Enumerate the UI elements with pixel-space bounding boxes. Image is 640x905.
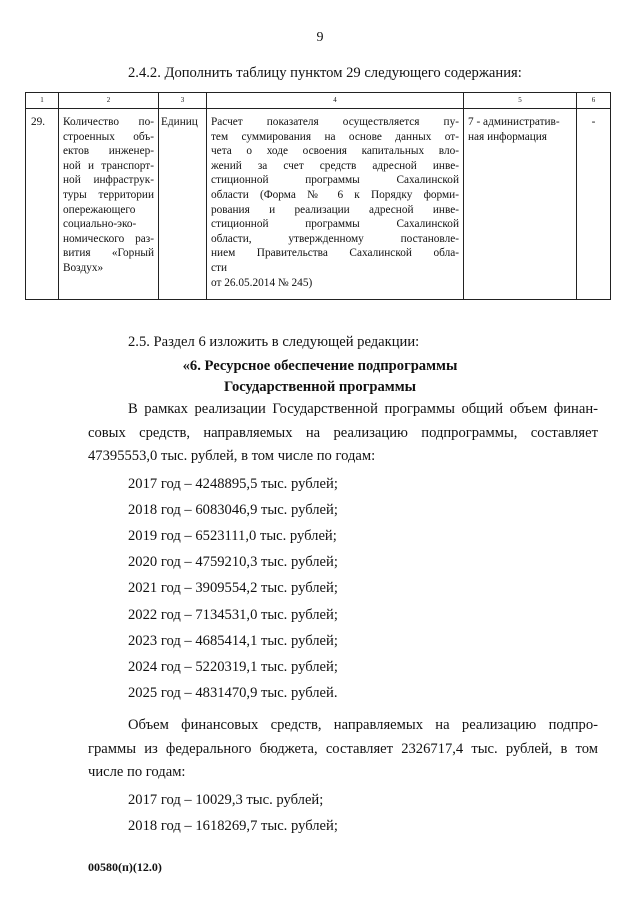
year-amount-line: 2019 год – 6523111,0 тыс. рублей; [128, 528, 337, 545]
cell-text-line: нием Правительства Сахалинской обла- [211, 247, 459, 260]
paragraph-line: совых средств, направляемых на реализацию подпрограммы, составляет [88, 424, 598, 441]
cell-text-line: стиционной программы Сахалинской [211, 174, 459, 187]
cell-text-line: ной инфраструк- [63, 174, 154, 187]
table-header-cell: 4 [207, 93, 464, 109]
table-header-cell: 5 [464, 93, 577, 109]
cell-text-line: Расчет показателя осуществляется пу- [211, 116, 459, 128]
unit-cell [159, 109, 207, 300]
source-cell [464, 109, 577, 300]
cell-text-line: чета о ходе освоения капитальных вло- [211, 145, 459, 158]
col6-value: - [591, 116, 596, 128]
page-number: 9 [316, 30, 324, 45]
cell-text-line: жений за счет средств адресной инве- [211, 159, 459, 172]
cell-text-line: туры территории [63, 188, 154, 201]
cell-text-line: Воздух» [63, 261, 104, 274]
cell-text-line: рования и реализации адресной инве- [211, 203, 459, 216]
paragraph-federal [88, 714, 598, 785]
paragraph-line: граммы из федерального бюджета, составляет 2326717,4 тыс. рублей, в том [88, 740, 598, 757]
heading-line-1: «6. Ресурсное обеспечение подпрограммы [182, 358, 458, 374]
table-header-cell: 1 [26, 93, 59, 109]
year-amount-line: 2020 год – 4759210,3 тыс. рублей; [128, 554, 338, 571]
cell-text-line: от 26.05.2014 № 245) [211, 276, 313, 289]
cell-text-line: Количество по- [63, 116, 154, 128]
table-header-cell: 3 [159, 93, 207, 109]
row-number-cell [26, 109, 59, 300]
row-number: 29. [31, 116, 46, 128]
method-cell [207, 109, 464, 300]
table-header-cell: 2 [59, 93, 159, 109]
paragraph-line: Объем финансовых средств, направляемых на реализацию подпро- [128, 717, 598, 733]
cell-text-line: ная информация [468, 130, 547, 143]
intro-text: 2.4.2. Дополнить таблицу пунктом 29 следующего содержания: [128, 65, 522, 81]
cell-text-line: 7 - административ- [468, 116, 560, 128]
section-title: 2.5. Раздел 6 изложить в следующей редакции: [128, 334, 420, 350]
cell-text-line: номического раз- [63, 232, 154, 245]
year-amount-line: 2023 год – 4685414,1 тыс. рублей; [128, 632, 338, 649]
year-amount-line: 2018 год – 1618269,7 тыс. рублей; [128, 818, 338, 834]
cell-text-line: вития «Горный [63, 247, 154, 260]
year-amount-line: 2021 год – 3909554,2 тыс. рублей; [128, 580, 338, 597]
year-amount-line: 2022 год – 7134531,0 тыс. рублей; [128, 606, 338, 623]
year-amount-line: 2024 год – 5220319,1 тыс. рублей; [128, 658, 338, 675]
cell-text-line: опережающего [63, 203, 136, 216]
cell-text-line: стиционной программы Сахалинской [211, 218, 459, 231]
paragraph-line: В рамках реализации Государственной программы общий объем финан- [128, 401, 598, 417]
year-amount-line: 2017 год – 4248895,5 тыс. рублей; [128, 476, 338, 492]
year-amount-line: 2017 год – 10029,3 тыс. рублей; [128, 792, 324, 808]
calculation-method [207, 109, 463, 290]
table-header-cell: 6 [577, 93, 611, 109]
cell-text-line: ной и транспорт- [63, 159, 154, 172]
year-amount-line: 2025 год – 4831470,9 тыс. рублей. [128, 684, 338, 701]
cell-text-line: сти [211, 261, 227, 274]
cell-text-line: тем суммирования на основе данных от- [211, 130, 459, 143]
cell-text-line: области (Форма № 6 к Порядку форми- [211, 188, 459, 201]
cell-text-line: ектов инженер- [63, 145, 154, 158]
heading-line-2: Государственной программы [223, 379, 417, 395]
table-header-row [26, 93, 611, 109]
unit: Единиц [161, 116, 198, 128]
year-amount-line: 2018 год – 6083046,9 тыс. рублей; [128, 502, 338, 519]
cell-text-line: области, утвержденному постановле- [211, 232, 459, 245]
indicator-name [59, 109, 158, 276]
data-source [464, 109, 576, 144]
col6-cell [577, 109, 611, 300]
indicator-name-cell [59, 109, 159, 300]
indicator-table [25, 92, 611, 300]
cell-text-line: строенных объ- [63, 130, 154, 143]
paragraph-total [88, 398, 598, 469]
cell-text-line: социально-эко- [63, 218, 137, 231]
table-row [26, 109, 611, 300]
paragraph-line: 47395553,0 тыс. рублей, в том числе по годам: [88, 448, 376, 464]
document-code: 00580(п)(12.0) [88, 860, 162, 874]
paragraph-line: числе по годам: [88, 764, 186, 780]
